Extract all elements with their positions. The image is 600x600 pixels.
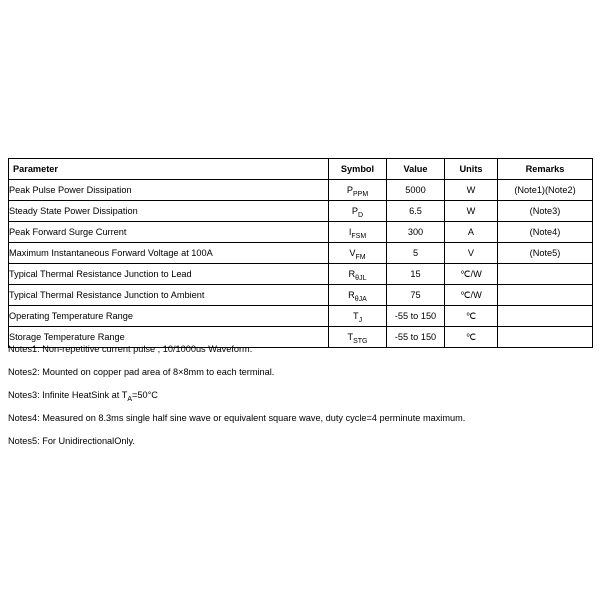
cell-remarks	[498, 285, 593, 306]
cell-units: V	[445, 243, 498, 264]
cell-units: W	[445, 201, 498, 222]
column-header-remarks: Remarks	[498, 159, 593, 180]
symbol-subscript: D	[358, 211, 364, 219]
table-row	[9, 306, 593, 327]
symbol-main: T	[347, 331, 354, 342]
symbol-main: P	[351, 205, 359, 216]
cell-units: ℃	[445, 327, 498, 348]
note-text: Notes2: Mounted on copper pad area of 8×8mm to each terminal.	[8, 367, 275, 378]
cell-symbol	[329, 285, 387, 306]
cell-units: ℃	[445, 306, 498, 327]
absolute-maximum-ratings-table	[8, 158, 593, 348]
symbol-subscript: θJL	[355, 274, 367, 282]
note-suffix: =50°C	[132, 390, 158, 401]
symbol-main: V	[349, 247, 356, 258]
symbol-main: R	[348, 268, 356, 279]
cell-value: -55 to 150	[387, 306, 445, 327]
cell-parameter: Typical Thermal Resistance Junction to Ambient	[9, 285, 329, 306]
cell-symbol	[329, 201, 387, 222]
table-row	[9, 243, 593, 264]
cell-remarks: (Note5)	[498, 243, 593, 264]
note-text: Notes3: Infinite HeatSink at T	[8, 390, 128, 401]
table-row	[9, 180, 593, 201]
table-row	[9, 285, 593, 306]
cell-remarks	[498, 264, 593, 285]
note-item	[8, 344, 592, 355]
cell-parameter: Maximum Instantaneous Forward Voltage at 100A	[9, 243, 329, 264]
column-header-parameter: Parameter	[9, 159, 329, 180]
cell-value: 75	[387, 285, 445, 306]
note-item	[8, 436, 592, 447]
symbol-main: I	[348, 226, 352, 237]
cell-value: 15	[387, 264, 445, 285]
note-text: Notes5: For UnidirectionalOnly.	[8, 436, 135, 447]
cell-value: 5000	[387, 180, 445, 201]
note-subscript: A	[127, 395, 133, 403]
cell-remarks: (Note1)(Note2)	[498, 180, 593, 201]
cell-units: ℃/W	[445, 264, 498, 285]
note-item	[8, 413, 592, 424]
cell-units: A	[445, 222, 498, 243]
column-header-units: Units	[445, 159, 498, 180]
symbol-main: P	[346, 184, 353, 195]
cell-units: W	[445, 180, 498, 201]
symbol-subscript: STG	[353, 337, 368, 345]
cell-value: -55 to 150	[387, 327, 445, 348]
note-item	[8, 367, 592, 378]
note-text: Notes4: Measured on 8.3ms single half sine wave or equivalent square wave, duty cycle=4 perminute maximum.	[8, 413, 466, 424]
symbol-main: R	[348, 289, 355, 300]
cell-parameter: Storage Temperature Range	[9, 327, 329, 348]
table-row	[9, 201, 593, 222]
symbol-subscript: FSM	[351, 232, 367, 240]
cell-value: 300	[387, 222, 445, 243]
notes-list	[8, 344, 592, 459]
symbol-subscript: PPM	[352, 190, 369, 198]
column-header-value: Value	[387, 159, 445, 180]
table-row	[9, 222, 593, 243]
table-row	[9, 264, 593, 285]
column-header-symbol: Symbol	[329, 159, 387, 180]
cell-symbol	[329, 306, 387, 327]
note-text: Notes1: Non-repetitive current pulse , 10/1000us Waveform.	[8, 344, 253, 354]
cell-units: ℃/W	[445, 285, 498, 306]
ratings-table-container	[8, 158, 592, 348]
cell-parameter: Peak Forward Surge Current	[9, 222, 329, 243]
note-item	[8, 390, 592, 401]
symbol-main: T	[352, 310, 359, 321]
cell-symbol	[329, 243, 387, 264]
cell-remarks	[498, 306, 593, 327]
cell-symbol	[329, 222, 387, 243]
symbol-subscript: FM	[355, 253, 366, 261]
table-body	[9, 180, 593, 348]
cell-remarks: (Note4)	[498, 222, 593, 243]
cell-value: 5	[387, 243, 445, 264]
symbol-subscript: θJA	[354, 295, 367, 303]
cell-remarks: (Note3)	[498, 201, 593, 222]
cell-parameter: Typical Thermal Resistance Junction to Lead	[9, 264, 329, 285]
cell-value: 6.5	[387, 201, 445, 222]
cell-parameter: Steady State Power Dissipation	[9, 201, 329, 222]
cell-symbol	[329, 264, 387, 285]
cell-symbol	[329, 180, 387, 201]
cell-parameter: Operating Temperature Range	[9, 306, 329, 327]
table-header-row	[9, 159, 593, 180]
symbol-subscript: J	[358, 316, 363, 324]
cell-parameter: Peak Pulse Power Dissipation	[9, 180, 329, 201]
